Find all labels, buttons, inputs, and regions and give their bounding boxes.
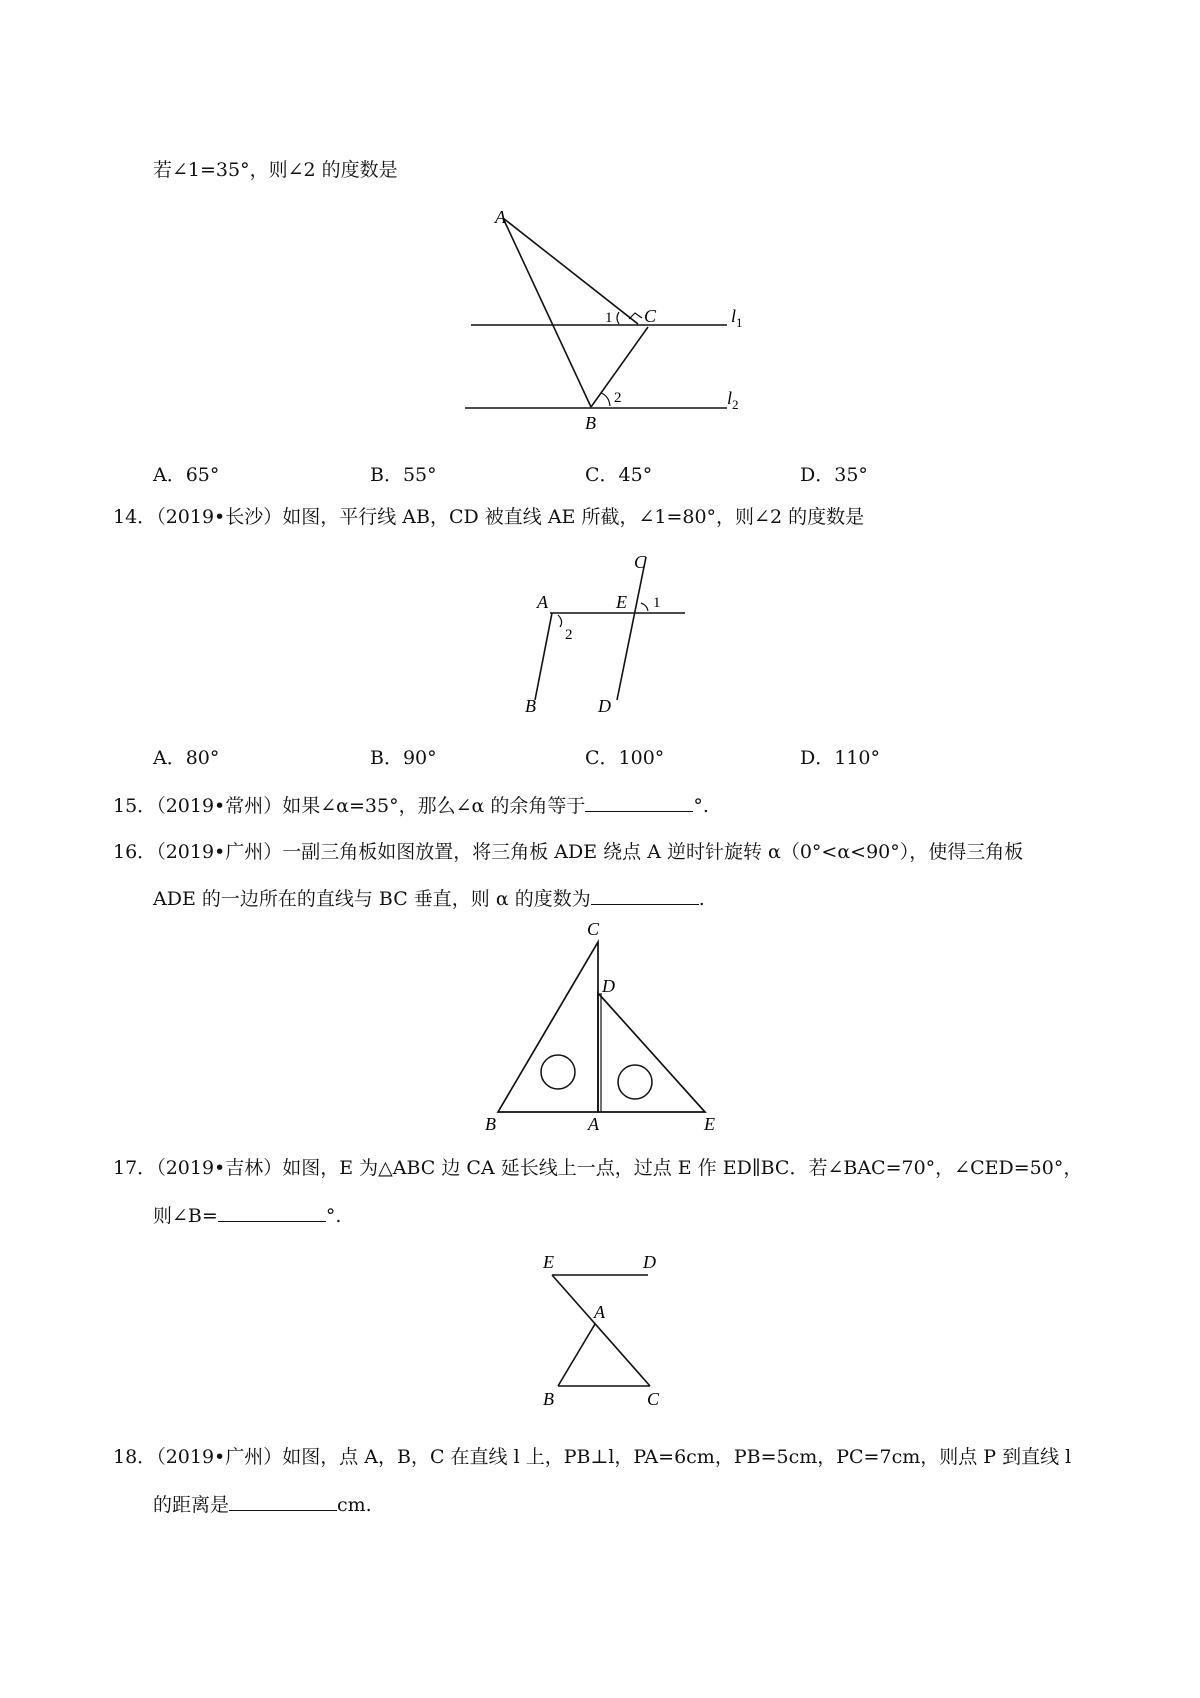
q14-figure bbox=[510, 545, 700, 729]
q13-intro: 若∠1=35°，则∠2 的度数是 bbox=[153, 159, 398, 181]
q15-question bbox=[113, 793, 709, 818]
label-angle1: 1 bbox=[653, 595, 661, 611]
segment-EC bbox=[552, 1275, 650, 1386]
q17-question-line1 bbox=[113, 1156, 1082, 1180]
q18-stem-line2: 的距离是 bbox=[153, 1494, 230, 1516]
line-AB bbox=[535, 613, 552, 700]
q17-number: 17． bbox=[113, 1157, 157, 1179]
label-C: C bbox=[634, 552, 647, 572]
q15-suffix: °. bbox=[693, 795, 709, 817]
label-C: C bbox=[644, 306, 657, 326]
q17-answer-blank[interactable] bbox=[218, 1203, 326, 1222]
angle2-arc bbox=[601, 393, 610, 406]
label-E: E bbox=[616, 592, 627, 612]
q16-suffix: . bbox=[698, 888, 705, 910]
label-C: C bbox=[587, 920, 600, 939]
q14-option-b: B．90° bbox=[370, 747, 437, 769]
label-A: A bbox=[495, 207, 506, 227]
label-E: E bbox=[704, 1114, 715, 1134]
q14-number: 14． bbox=[113, 506, 157, 528]
q16-number: 16． bbox=[113, 841, 157, 863]
label-l1: $l_1$ bbox=[731, 306, 743, 330]
q16-answer-blank[interactable] bbox=[591, 886, 699, 905]
label-D: D bbox=[598, 696, 611, 716]
q17-stem-line1: （2019•吉林）如图，E 为△ABC 边 CA 延长线上一点，过点 E 作 ED∥BC．若∠BAC=70°，∠CED=50°， bbox=[156, 1157, 1083, 1179]
q18-question-line2 bbox=[153, 1492, 372, 1517]
triangle-ADE bbox=[598, 993, 705, 1112]
q18-number: 18． bbox=[113, 1446, 157, 1468]
label-A: A bbox=[537, 592, 548, 612]
label-angle2: 2 bbox=[565, 627, 573, 643]
label-D: D bbox=[602, 976, 615, 996]
q15-answer-blank[interactable] bbox=[585, 793, 693, 812]
q17-stem-line2: 则∠B= bbox=[153, 1205, 218, 1227]
label-D: D bbox=[643, 1252, 656, 1272]
q14-stem: （2019•长沙）如图，平行线 AB，CD 被直线 AE 所截，∠1=80°，则∠2 的度数是 bbox=[156, 506, 865, 528]
label-B: B bbox=[525, 696, 536, 716]
q14-question bbox=[113, 505, 864, 529]
angle1-arc bbox=[617, 312, 619, 324]
label-C: C bbox=[647, 1389, 660, 1409]
q18-stem-line1: （2019•广州）如图，点 A，B，C 在直线 l 上，PB⊥l，PA=6cm，PB=5cm，PC=7cm，则点 P 到直线 l bbox=[156, 1446, 1072, 1468]
q14-option-a: A．80° bbox=[153, 747, 220, 769]
label-l2: $l_2$ bbox=[727, 388, 739, 412]
q13-option-a: A．65° bbox=[153, 464, 220, 486]
line-CD bbox=[617, 557, 646, 700]
q13-figure bbox=[455, 200, 755, 444]
label-B: B bbox=[585, 413, 596, 433]
triangle-hole-right bbox=[618, 1065, 652, 1099]
segment-AC bbox=[503, 218, 638, 324]
q17-suffix: °. bbox=[325, 1205, 342, 1227]
q13-option-c: C．45° bbox=[585, 464, 653, 486]
label-angle1: 1 bbox=[605, 310, 613, 326]
angle1-arc bbox=[641, 603, 648, 611]
label-A: A bbox=[594, 1302, 605, 1322]
q13-option-b: B．55° bbox=[370, 464, 437, 486]
triangle-hole-left bbox=[541, 1055, 575, 1089]
label-angle2: 2 bbox=[614, 390, 622, 406]
q18-answer-blank[interactable] bbox=[229, 1492, 337, 1511]
label-B: B bbox=[543, 1389, 554, 1409]
angle2-arc bbox=[558, 615, 562, 627]
q15-number: 15． bbox=[113, 795, 157, 817]
q16-question-line2 bbox=[153, 886, 705, 911]
q13-option-d: D．35° bbox=[800, 464, 868, 486]
segment-AB bbox=[503, 218, 591, 407]
q15-stem: （2019•常州）如果∠α=35°，那么∠α 的余角等于 bbox=[156, 795, 586, 817]
q16-question-line1 bbox=[113, 840, 1023, 864]
q14-option-d: D．110° bbox=[800, 747, 880, 769]
q18-question-line1 bbox=[113, 1445, 1071, 1469]
q16-stem-line2: ADE 的一边所在的直线与 BC 垂直，则 α 的度数为 bbox=[153, 888, 591, 910]
q17-question-line2 bbox=[153, 1203, 341, 1228]
q16-figure bbox=[480, 920, 730, 1144]
label-A: A bbox=[588, 1114, 599, 1134]
segment-AB bbox=[558, 1324, 595, 1386]
q17-figure bbox=[530, 1240, 680, 1424]
label-B: B bbox=[485, 1114, 496, 1134]
q14-option-c: C．100° bbox=[585, 747, 665, 769]
label-E: E bbox=[543, 1252, 554, 1272]
q16-stem-line1: （2019•广州）一副三角板如图放置，将三角板 ADE 绕点 A 逆时针旋转 α（0°<α<90°），使得三角板 bbox=[156, 841, 1024, 863]
q18-suffix: cm. bbox=[337, 1494, 372, 1516]
